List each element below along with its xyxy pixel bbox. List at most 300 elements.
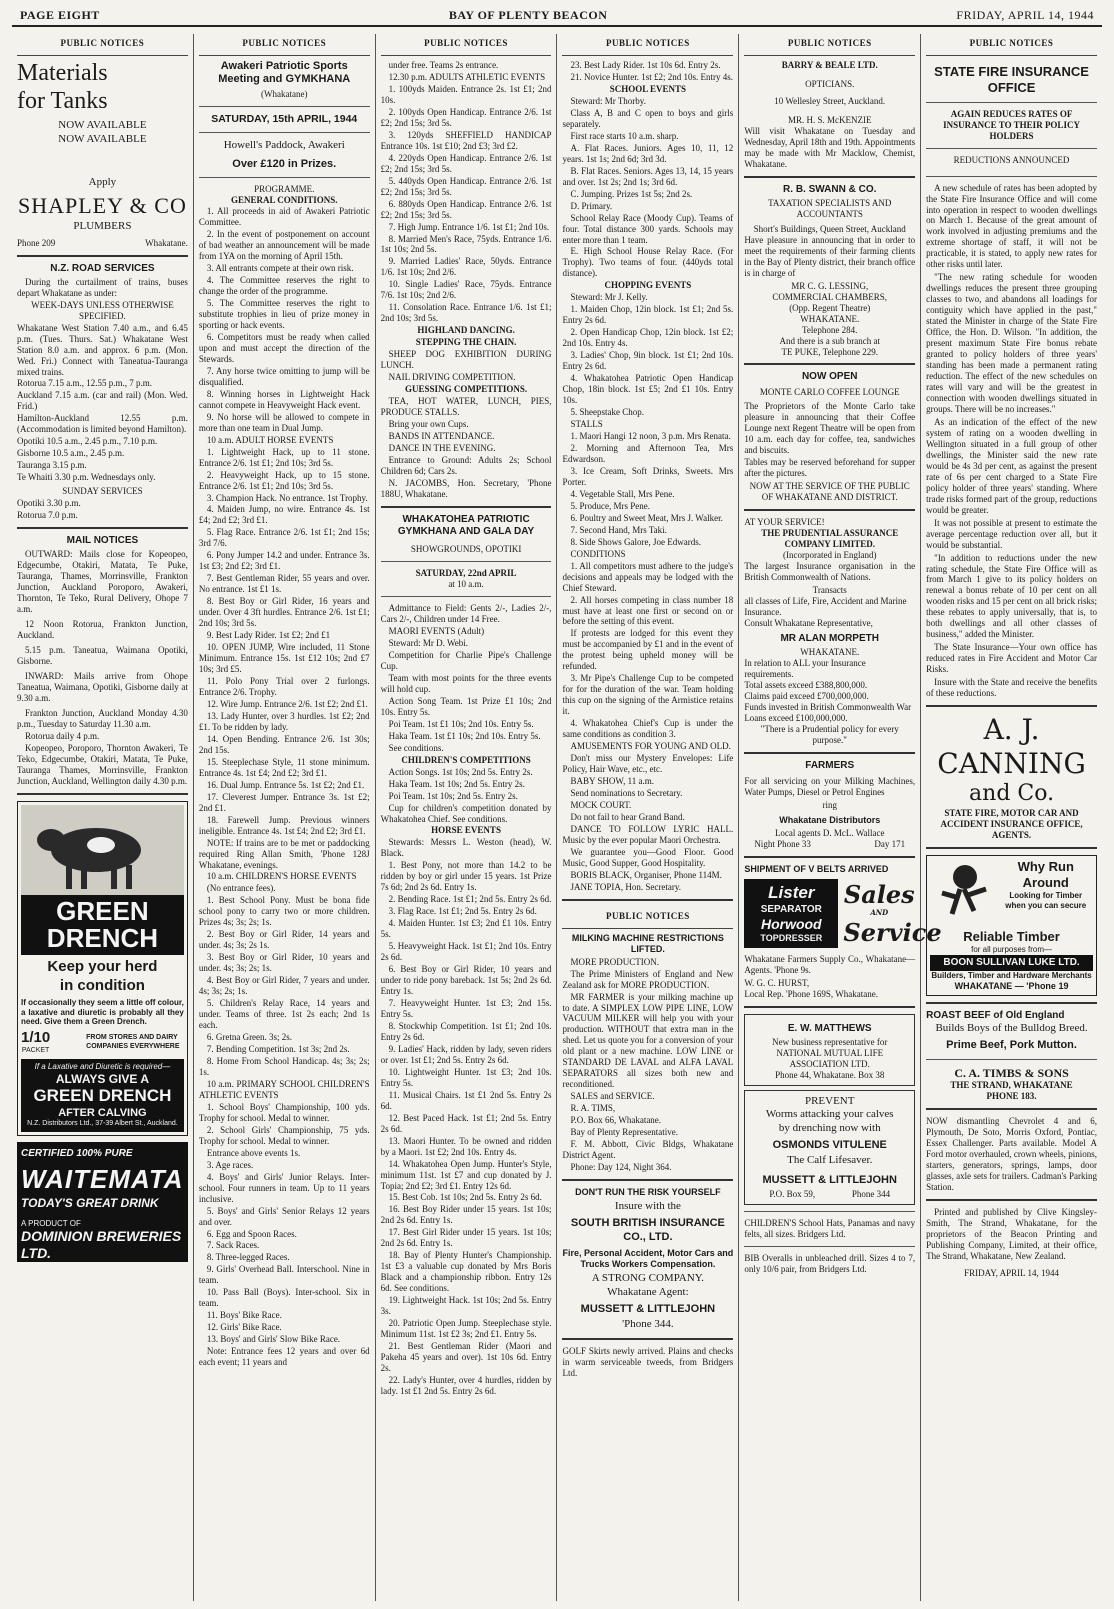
programme-item: 4. Whakatohea Patriotic Open Handicap Chop, 18in block. 1st £5; 2nd £1 10s. Entry 10s. [562, 373, 734, 406]
programme-item: 11. Boys' Bike Race. [206, 1310, 282, 1321]
available-line-2: NOW AVAILABLE [58, 132, 147, 145]
farmers-day: Day 171 [874, 838, 906, 849]
programme-item: 3. 120yds SHEFFIELD HANDICAP Entrance 10s. 1st £10; 2nd £3; 3rd £2. [380, 129, 552, 151]
monte-carlo-text: Tables may be reserved beforehand for supper after the pictures. [744, 457, 916, 479]
swann-line: Short's Buildings, Queen Street, Auckland [753, 223, 906, 234]
lister-sales: Sales [843, 879, 915, 909]
boon-looking: Looking for Timber when you can secure [1005, 890, 1087, 910]
programme-item: SCHOOL EVENTS [609, 83, 687, 94]
programme-item: 4. Vegetable Stall, Mrs Pene. [570, 488, 675, 499]
programme-item: 1. Maiden Chop, 12in block. 1st £1; 2nd 5s. Entry 2s 6d. [562, 304, 734, 326]
programme-item: 15. Steeplechase Style, 11 stone minimum. Entrance 4s. 1st £4; 2nd £2; 3rd £1. [198, 756, 370, 778]
programme-item: 17. Best Girl Rider under 15 years. 1st 10s; 2nd 2s 6d. Entry 1s. [380, 1227, 552, 1249]
programme-item: 8. Best Boy or Girl Rider, 16 years and under. Over 4 3ft hurdles. Entrance 2/6. 1st £1; 2nd 10s; 3rd 5s. [198, 596, 370, 629]
programme-item: 6. 880yds Open Handicap. Entrance 2/6. 1st £2; 2nd 15s; 3rd 5s. [380, 198, 552, 220]
column-header: PUBLIC NOTICES [744, 34, 915, 56]
now-open: NOW OPEN [801, 371, 858, 383]
awakeri-sub: (Whakatane) [261, 88, 308, 99]
programme-item: 2. Best Boy or Girl Rider, 14 years and under. 4s; 3s; 2s 1s. [198, 929, 370, 951]
programme-item: 1. All competitors must adhere to the judge's decisions and appeals may be lodged with the Chief Steward. [562, 560, 734, 593]
pru-line: AT YOUR SERVICE! [744, 517, 825, 528]
vbelts: SHIPMENT OF V BELTS ARRIVED [744, 863, 889, 874]
programme-item: Bring your own Cups. [388, 419, 469, 429]
column-header: PUBLIC NOTICES [199, 34, 370, 56]
timbs-address: THE STRAND, WHAKATANE [950, 1080, 1073, 1091]
programme-item: 8. Side Shows Galore, Joe Edwards. [570, 536, 701, 547]
risk-line: Insure with the [614, 1200, 681, 1212]
road-line: During the curtailment of trains, buses depart Whakatane as under: [17, 276, 188, 298]
pru-line: (Incorporated in England) [782, 550, 877, 561]
swann-ad [744, 184, 915, 358]
drench-condition: in condition [59, 976, 145, 994]
swann-line: WHAKATANE. [800, 313, 860, 324]
programme-item: Competition for Charlie Pipe's Challenge Cup. [380, 649, 552, 671]
lister-service: Service [843, 917, 942, 947]
programme-item: 3. Champion Hack. No entrance. 1st Trophy. [206, 492, 368, 503]
programme-item: First race starts 10 a.m. sharp. [570, 130, 679, 141]
programme-item: If protests are lodged for this event they must be accompanied by £1 and in the event of the protest being upheld money will be refunded. [562, 628, 734, 672]
programme-item: SHEEP DOG EXHIBITION DURING LUNCH. [380, 349, 552, 371]
drench-keep: Keep your herd [47, 958, 158, 976]
programme-item: 21. Novice Hunter. 1st £2; 2nd 10s. Entry 4s. [570, 71, 733, 82]
programme-item: 10 a.m. CHILDREN'S HORSE EVENTS [206, 871, 357, 882]
programme-item: CHILDREN'S COMPETITIONS [401, 754, 531, 765]
programme-item: 11. Consolation Race. Entrance 1/6. 1st £1; 2nd 10s; 3rd 5s. [380, 302, 552, 324]
programme-item: C. Jumping. Prizes 1st 5s; 2nd 2s. [570, 188, 693, 199]
barry-text: Will visit Whakatane on Tuesday and Wednesday, April 18th and 19th. Appointments may be made with Mr Macklow, Chemist, Whakatane. [744, 125, 916, 169]
programme-item: 4. Best Boy or Girl Rider, 7 years and under. 4s; 3s; 2s; 1s. [198, 975, 370, 997]
pru-line: Claims paid exceed £700,000,000. [744, 691, 869, 702]
milking-line: The Prime Ministers of England and New Zealand ask for MORE PRODUCTION. [562, 968, 734, 990]
awakeri-venue: Howell's Paddock, Awakeri [223, 138, 345, 151]
pru-line: The largest Insurance organisation in the British Commonwealth of Nations. [744, 561, 916, 583]
drench-laxative: If a Laxative and Diuretic is required— [34, 1061, 171, 1071]
road-line: Auckland 7.15 a.m. (car and rail) (Mon. Wed. Frid.) [17, 390, 188, 412]
monte-carlo: MONTE CARLO COFFEE LOUNGE [759, 386, 900, 397]
materials-ad [17, 60, 188, 249]
programme-item: STEPPING THE CHAIN. [415, 337, 517, 348]
waitemata-ad [17, 1142, 188, 1262]
state-fire-paragraph: Insure with the State and receive the benefits of these reductions. [926, 677, 1097, 699]
road-line: Whakatane West Station 7.40 a.m., and 6.45 p.m. (Tues. Thurs. Sat.) Whakatane West Station 8.0 a.m. and approx. 6 p.m. (Mon. Wed. Fri.) Connect with Taneatua-Tauranga mixed trains. [17, 322, 188, 377]
programme-item: AMUSEMENTS FOR YOUNG AND OLD. [570, 741, 731, 752]
state-fire-body [926, 183, 1097, 700]
childrens-hats: CHILDREN'S School Hats, Panamas and navy felts, all sizes. Bridgers Ltd. [744, 1218, 916, 1240]
pru-line: all classes of Life, Fire, Accident and Marine Insurance. [744, 596, 907, 618]
programme-item: Send nominations to Secretary. [570, 788, 683, 798]
programme-item: 2. School Girls' Championship, 75 yds. Trophy for school. Medal to winner. [198, 1124, 370, 1146]
programme-item: 10 a.m. PRIMARY SCHOOL CHILDREN'S ATHLETIC EVENTS [198, 1078, 370, 1100]
programme-item: 7. High Jump. Entrance 1/6. 1st £1; 2nd 10s. [388, 221, 550, 232]
programme-item: HORSE EVENTS [431, 825, 501, 836]
risk-line: DON'T RUN THE RISK YOURSELF [575, 1187, 721, 1198]
masthead [12, 8, 1102, 27]
programme-item: 7. Sack Races. [206, 1240, 260, 1251]
canning-ad [926, 713, 1097, 841]
programme-item: Steward: Mr D. Webi. [388, 637, 469, 648]
programme-item: 3. Best Boy or Girl Rider, 10 years and under. 4s; 3s; 2s; 1s. [198, 952, 370, 974]
milking-list [562, 957, 733, 1173]
swann-line: Have pleasure in announcing that in order to meet the requirements of their farming clients in the Bay of Plenty district, their branch office is in charge of [744, 234, 916, 278]
column-header: PUBLIC NOTICES [381, 34, 552, 56]
programme-item: 5. Flag Race. Entrance 2/6. 1st £1; 2nd 15s; 3rd 7/6. [198, 527, 370, 549]
programme-item: 9. No horse will be allowed to compete in more than one team in Dual Jump. [198, 411, 370, 433]
matthews-name: E. W. MATTHEWS [787, 1022, 872, 1034]
programme-item: DANCE IN THE EVENING. [388, 442, 496, 453]
programme-item: 18. Farewell Jump. Previous winners ineligible. Entrance 4s. 1st £4; 2nd £2; 3rd £1. [198, 814, 370, 836]
milking-line: MORE PRODUCTION. [570, 956, 659, 967]
barry-name: BARRY & BEALE LTD. [781, 59, 878, 70]
state-fire-paragraph: It was not possible at present to estimate the average percentage reduction over all, but it would be substantial. [926, 517, 1097, 550]
column-header-2: PUBLIC NOTICES [562, 907, 733, 929]
milking-line: R. A. TIMS, [570, 1103, 616, 1114]
footer-date: FRIDAY, APRIL 14, 1944 [964, 1267, 1060, 1278]
programme-item: 8. Home From School Handicap. 4s; 3s; 2s; 1s. [198, 1055, 370, 1077]
waitemata-certified: CERTIFIED 100% PURE [21, 1147, 133, 1159]
waitemata-tagline: TODAY'S GREAT DRINK [21, 1195, 159, 1210]
swann-line: And there is a sub branch at [779, 335, 880, 346]
page-number: PAGE EIGHT [20, 8, 100, 22]
road-line: Gisborne 10.5 a.m., 2.45 p.m. [17, 448, 125, 459]
programme-item: 18. Bay of Plenty Hunter's Championship. 1st £3 a valuable cup donated by Mrs Boris Black and a championship ribbon. Entry 12s 6d. See conditions. [380, 1250, 552, 1294]
matthews-ad [744, 1014, 915, 1086]
lister-rep: Local Rep. 'Phone 169S, Whakatane. [744, 988, 878, 999]
reductions-announced: REDUCTIONS ANNOUNCED [953, 154, 1070, 165]
programme-item: 10. Lightweight Hunter. 1st £3; 2nd 10s. Entry 5s. [380, 1066, 552, 1088]
road-services-title: N.Z. ROAD SERVICES [50, 262, 155, 274]
road-services [17, 277, 188, 521]
programme-item: 6. Competitors must be ready when called upon and must accept the direction of the Stewards. [198, 331, 370, 364]
programme-item: 10. Single Ladies' Race, 75yds. Entrance 7/6. 1st 10s; 2nd 2/6. [380, 279, 552, 301]
programme-item: 16. Best Boy Rider under 15 years. 1st 10s; 2nd 2s 6d. Entry 1s. [380, 1204, 552, 1226]
mail-line: Rotorua daily 4 p.m. [25, 730, 100, 741]
cow-icon [21, 805, 171, 895]
programme-item: 2. All horses competing in class number 18 must have at least one first or second on or before the setting of this event. [562, 594, 734, 627]
programme-item: 20. Patriotic Open Jump. Steeplechase style. Minimum 11st. 1st £2 3s; 2nd £1. Entry 5s. [380, 1318, 552, 1340]
programme-item: See conditions. [388, 742, 444, 753]
programme-item: Note: Entrance fees 12 years and over 6d each event; 11 years and [198, 1346, 370, 1368]
programme-item: BANDS IN ATTENDANCE. [388, 430, 495, 441]
whakatohea-continued-list [562, 60, 733, 893]
milking-line: Phone: Day 124, Night 364. [570, 1162, 672, 1173]
golf-skirts: GOLF Skirts newly arrived. Plains and checks in warm serviceable tweeds, from Bridgers Ltd. [562, 1345, 734, 1378]
swann-line: Telephone 284. [802, 324, 858, 335]
pru-line: WHAKATANE. [800, 647, 860, 658]
drench-always: ALWAYS GIVE A [55, 1071, 149, 1086]
lister-hurst: W. G. C. HURST, [744, 977, 810, 988]
drench-title-2: DRENCH [46, 922, 159, 953]
state-fire-paragraph: "The new rating schedule for wooden dwellings reduces the present three grouping classes to two, and abandons all loadings for contiguity which have applied in the past," stated the Minister in charge of the State Fire Office, the Hon. D. Wilson. "In addition, the present maximum State Fire bonus rebate granted to policy holders of three years' standing has been made a permanent rating reduction. The effect of the new schedules on rates will vary and will be the greatest in connection with wooden dwellings situated in groups. There will be no increases." [926, 272, 1097, 414]
pru-line: Transacts [812, 585, 847, 596]
road-line: WEEK-DAYS UNLESS OTHERWISE SPECIFIED. [31, 299, 174, 321]
programme-item: Steward: Mr J. Kelly. [570, 292, 648, 303]
programme-item: A. Flat Races. Juniors. Ages 10, 11, 12 years. 1st 1s; 2nd 6d; 3rd 3d. [562, 142, 734, 164]
lister-agents: Whakatane Farmers Supply Co., Whakatane—Agents. 'Phone 9s. [744, 953, 916, 975]
monte-carlo-text: The Proprietors of the Monte Carlo take pleasure in announcing that their Coffee Lounge next Regent Theatre will be open from 10 a.m. each day for coffee, tea, sandwiches and biscuits. [744, 400, 916, 455]
programme-item: Admittance to Field: Gents 2/-, Ladies 2/-, Cars 2/-, Children under 14 Free. [380, 603, 552, 625]
column-header: PUBLIC NOTICES [562, 34, 733, 56]
programme-item: 8. Winning horses in Lightweight Hack cannot compete in Heavyweight Hack event. [198, 388, 370, 410]
programme-item: 3. Ice Cream, Soft Drinks, Sweets. Mrs Porter. [562, 465, 734, 487]
column-5 [739, 34, 942, 1601]
swann-line: TAXATION SPECIALISTS AND ACCOUNTANTS [768, 197, 892, 219]
road-line: SUNDAY SERVICES [62, 486, 143, 497]
drench-price: 1/10 [21, 1029, 51, 1047]
vitulene-ad [744, 1090, 915, 1205]
whakatohea-time: at 10 a.m. [448, 579, 484, 590]
mail-line: OUTWARD: Mails close for Kopeopeo, Edgecumbe, Otakiri, Matata, Te Puke, Tauranga, Thames, Morrinsville, Frankton Junction, Auckland Poroporo, Awakeri, Thornton, Te Teko, Rural Delivery, Ohope 7 a.m. [17, 549, 188, 615]
mail-line: Kopeopeo, Poroporo, Thornton Awakeri, Te Teko, Edgecumbe, Otakiri, Matata, Te Puke, Tauranga Thames, Morrinsville, Frankton Junction, Auckland, Wellington daily 4.30 p.m. [17, 742, 188, 786]
lister-ad [744, 879, 942, 1000]
programme-item: D. Primary. [570, 200, 613, 211]
boon-builders: Builders, Timber and Hardware Merchants [931, 970, 1092, 980]
programme-item: 1. School Boys' Championship, 100 yds. Trophy for school. Medal to winner. [198, 1101, 370, 1123]
programme-item: 12.30 p.m. ADULTS ATHLETIC EVENTS [388, 71, 546, 82]
programme-item: 12. Wire Jump. Entrance 2/6. 1st £2; 2nd £1. [206, 698, 368, 709]
programme-item: 12. Best Paced Hack. 1st £1; 2nd 5s. Entry 2s 6d. [380, 1112, 552, 1134]
programme-item: 3. Age races. [206, 1159, 254, 1170]
materials-line-2: for Tanks [17, 87, 108, 114]
swann-name: R. B. SWANN & CO. [783, 183, 877, 195]
swann-line: (Opp. Regent Theatre) [789, 302, 871, 313]
milking-line: P.O. Box 66, Whakatane. [570, 1115, 662, 1126]
farmers-ad [744, 760, 915, 850]
road-line: Rotorua 7.15 a.m., 12.55 p.m., 7 p.m. [17, 378, 152, 389]
masthead-date: FRIDAY, APRIL 14, 1944 [956, 8, 1094, 22]
drench-title-1: GREEN [56, 895, 149, 926]
programme-item: CHOPPING EVENTS [604, 280, 692, 291]
programme-item: 2. Open Handicap Chop, 12in block. 1st £2; 2nd 10s. Entry 4s. [562, 327, 734, 349]
programme-item: 9. Married Ladies' Race, 50yds. Entrance 1/6. 1st 10s; 2nd 2/6. [380, 256, 552, 278]
roast-line: Prime Beef, Pork Mutton. [946, 1039, 1077, 1052]
canning-agents: STATE FIRE, MOTOR CAR AND ACCIDENT INSURANCE OFFICE, AGENTS. [940, 808, 1083, 841]
programme-item: Don't miss our Mystery Envelopes: Life Policy, Hair Wave, etc., etc. [562, 753, 734, 775]
milking-line: Bay of Plenty Representative. [570, 1127, 678, 1138]
programme-item: 14. Open Bending. Entrance 2/6. 1st 30s; 2nd 15s. [198, 733, 370, 755]
programme-item: NAIL DRIVING COMPETITION. [388, 372, 516, 383]
awakeri-date: SATURDAY, 15th APRIL, 1944 [211, 112, 358, 125]
farmers-title: FARMERS [805, 759, 855, 771]
apply-text: Apply [88, 175, 117, 188]
canning-co: and Co. [969, 781, 1055, 807]
programme-item: Haka Team. 1st £1 10s; 2nd 10s. Entry 5s. [388, 730, 541, 741]
programme-item: Class A, B and C open to boys and girls separately. [562, 107, 734, 129]
awakeri-programme: PROGRAMME. [254, 184, 315, 195]
mail-line: 5.15 p.m. Taneatua, Waimana Opotiki, Gisborne. [17, 645, 188, 667]
boon-phone: WHAKATANE — 'Phone 19 [954, 980, 1069, 991]
shapley-phone: Phone 209 [17, 237, 56, 248]
cow-illustration [21, 805, 184, 895]
programme-item: 10. Pass Ball (Boys). Inter-school. Six in team. [198, 1287, 370, 1309]
state-fire-paragraph: "In addition to reductions under the new rating schedule, the State Fire Office will as from March 1 give to its policy holders on renewal a bonus rebate of 10 per cent on all wooden risks and 15 per cent on all brick risks; these rebates to apply universally, that is, to both dwellings and all other classes of business," added the Minister. [926, 552, 1097, 640]
milking-line: MR FARMER is your milking machine up to date. A SIMPLEX LOW PIPE LINE, LOW VACUUM MILKER will help you with your production. WITHOUT that extra man in the shed. Let us quote you for a conversion of your old plant or a new machine. LOW LINE or STANDARD DE LAVAL and ALFA LAVAL SEPARATORS all sizes both new and reconditioned. [562, 991, 734, 1090]
programme-item: 4. Maiden Hunter. 1st £3; 2nd £1 10s. Entry 5s. [380, 918, 552, 940]
whakatohea-title: WHAKATOHEA PATRIOTIC GYMKHANA AND GALA DAY [397, 513, 535, 537]
shapley-town: Whakatane. [145, 237, 188, 248]
programme-item: 7. Heavyweight Hunter. 1st £3; 2nd 15s. Entry 5s. [380, 998, 552, 1019]
shapley-phone-row [17, 238, 188, 249]
programme-item: 9. Best Lady Rider. 1st £2; 2nd £1 [206, 630, 331, 641]
state-fire-paragraph: A new schedule of rates has been adopted by the State Fire Insurance Office and will come into operation in respect to wooden dwellings on March 1. Because of the great amount of work involved in adjusting premiums and the extreme shortage of staff, it will not be practicable, it is stated, to apply new rates for other risks until later. [926, 182, 1097, 270]
lister-separator: SEPARATOR [760, 903, 822, 915]
pru-line: Consult Whakatane Representative, [744, 618, 873, 629]
drench-after-calving: AFTER CALVING [58, 1107, 147, 1120]
programme-item: 19. Lightweight Hack. 1st 10s; 2nd 5s. Entry 3s. [380, 1295, 552, 1317]
programme-item: 5. Sheepstake Chop. [570, 407, 644, 418]
risk-phone: 'Phone 344. [622, 1318, 674, 1331]
programme-item: Poi Team. 1st £1 10s; 2nd 10s. Entry 5s. [388, 718, 534, 729]
drench-packet: PACKET [21, 1047, 50, 1055]
mail-notices-title: MAIL NOTICES [66, 535, 139, 547]
prevent-line: by drenching now with [778, 1121, 881, 1134]
waitemata-product-of: A PRODUCT OF [21, 1218, 81, 1228]
road-line: Te Whaiti 3.30 p.m. Wednesdays only. [17, 472, 156, 483]
matthews-line: Phone 44, Whakatane. Box 38 [775, 1069, 885, 1080]
canning-name: A. J. CANNING [937, 713, 1086, 781]
drench-green-drench: GREEN DRENCH [33, 1086, 172, 1106]
dismantling-notice: NOW dismantling Chevrolet 4 and 6, Plymouth, De Soto, Morris Oxford, Pontiac, Essex Challenger. Parts available. Model A Ford motor overhauled, crown wheels, pinions, starters, generators, springs, lamps, door glasses, axle sets for trailers. Cadman's Parking Station. [926, 1116, 1097, 1193]
green-drench-ad [17, 801, 188, 1136]
south-british-ad [562, 1187, 733, 1332]
programme-item: 16. Dual Jump. Entrance 5s. 1st £2; 2nd £1. [206, 779, 365, 790]
timbs-name: C. A. TIMBS & SONS [954, 1065, 1069, 1080]
programme-item: (No entrance fees). [206, 883, 276, 894]
mail-notices [17, 549, 188, 786]
boon-purposes: for all purposes from— [971, 945, 1053, 955]
programme-item: 2. Morning and Afternoon Tea, Mrs Edwardson. [562, 442, 734, 464]
available-line-1: NOW AVAILABLE [58, 119, 147, 132]
milking-line: F. M. Abbott, Civic Bldgs, Whakatane District Agent. [562, 1139, 734, 1161]
programme-item: 6. Egg and Spoon Races. [206, 1228, 297, 1239]
prevent-line: The Calf Lifesaver. [787, 1154, 873, 1167]
prevent-phone: Phone 344 [851, 1189, 891, 1200]
programme-item: 23. Best Lady Rider. 1st 10s 6d. Entry 2s. [570, 59, 721, 70]
programme-item: N. JACOMBS, Hon. Secretary, 'Phone 188U, Whakatane. [380, 477, 552, 499]
programme-item: GUESSING COMPETITIONS. [405, 384, 528, 395]
programme-item: 17. Cleverest Jumper. Entrance 3s. 1st £2; 2nd £1. [198, 791, 370, 813]
programme-item: 21. Best Gentleman Rider (Maori and Pakeha 45 years and over). 1st 10s 6d. Entry 2s. [380, 1341, 552, 1373]
column-header: PUBLIC NOTICES [926, 34, 1097, 56]
programme-item: Entrance above events 1s. [206, 1147, 301, 1158]
programme-item: 2. In the event of postponement on account of bad weather an announcement will be made from 1YA on the morning of April 15th. [198, 229, 370, 262]
farmers-line: ring [822, 800, 837, 811]
programme-item: Poi Team. 1st 10s; 2nd 5s. Entry 2s. [388, 790, 518, 801]
boon-why: Why Run Around [1017, 859, 1074, 891]
programme-item: Team with most points for the three events will hold cup. [380, 672, 552, 694]
columns [12, 34, 1102, 1601]
programme-item: 5. The Committee reserves the right to substitute trophies in lieu of prize money in sporting or hack events. [198, 298, 370, 330]
barry-mr: MR. H. S. McKENZIE [787, 114, 872, 125]
column-6 [921, 34, 1102, 1601]
barry-beale-ad [744, 60, 915, 170]
pru-agent: MR ALAN MORPETH [780, 633, 879, 645]
whakatohea-events-list [381, 603, 552, 1397]
pru-line: "There is a Prudential policy for every purpose." [760, 724, 899, 745]
awakeri-athletic-list [381, 60, 552, 500]
programme-item: 1. Best School Pony. Must be bona fide school pony to carry two or more children. Prizes 4s; 3s; 2s; 1s. [198, 895, 370, 928]
programme-item: 7. Bending Competition. 1st 3s; 2nd 2s. [206, 1044, 350, 1055]
programme-item: 2. Bending Race. 1st £1; 2nd 5s. Entry 2s 6d. [388, 894, 552, 905]
programme-item: MAORI EVENTS (Adult) [388, 626, 485, 636]
programme-item: 11. Musical Chairs. 1st £1 2nd 5s. Entry 2s 6d. [380, 1089, 552, 1111]
programme-item: 3. Ladies' Chop, 9in block. 1st £1; 2nd 10s. Entry 2s 6d. [562, 350, 734, 372]
programme-item: 13. Boys' and Girls' Slow Bike Race. [206, 1334, 341, 1345]
swann-line: TE PUKE, Telephone 229. [781, 346, 878, 357]
programme-item: Steward: Mr Thorby. [570, 95, 646, 106]
programme-item: 7. Best Gentleman Rider, 55 years and over. No entrance. 1st £1 1s. [198, 573, 370, 595]
programme-item: B. Flat Races. Seniors. Ages 13, 14, 15 years and over. 1st 2s; 2nd 1s; 3rd 6d. [562, 165, 734, 187]
programme-item: 4. Whakatohea Chief's Cup is under the same conditions as condition 3. [562, 718, 734, 740]
programme-item: Cup for children's competition donated by Whakatohea Chief. See conditions. [380, 802, 552, 824]
programme-item: 4. Maiden Jump, no wire. Entrance 4s. 1st £4; 2nd £2; 3rd £1. [198, 504, 370, 526]
swann-line: COMMERCIAL CHAMBERS, [772, 291, 888, 302]
column-1 [12, 34, 194, 1601]
mail-line: INWARD: Mails arrive from Ohope Taneatua, Waimana, Opotiki, Gisborne daily at 9.30 a.m. [17, 670, 188, 703]
boon-company: BOON SULLIVAN LUKE LTD. [930, 955, 1093, 971]
waitemata-dominion: DOMINION BREWERIES LTD. [21, 1228, 182, 1262]
barry-address: 10 Wellesley Street, Auckland. [774, 95, 886, 106]
programme-item: DANCE TO FOLLOW LYRIC HALL. Music by the ever popular Maori Orchestra. [562, 823, 734, 845]
programme-item: 5. 440yds Open Handicap. Entrance 2/6. 1st £2; 2nd 15s; 3rd 5s. [380, 175, 552, 197]
waitemata-brand: WAITEMATA [21, 1164, 184, 1195]
plumbers: PLUMBERS [73, 220, 132, 233]
programme-item: Haka Team. 1st 10s; 2nd 5s. Entry 2s. [388, 778, 525, 789]
materials-line-1: Materials [17, 59, 108, 86]
programme-item: Action Songs. 1st 10s; 2nd 5s. Entry 2s. [388, 766, 533, 777]
programme-item: 9. Girls' Overhead Ball. Interschool. Nine in team. [198, 1264, 370, 1286]
timbs-ad [926, 1010, 1097, 1103]
programme-item: 10 a.m. ADULT HORSE EVENTS [206, 434, 334, 445]
programme-item: 10. OPEN JUMP, Wire included, 11 Stone Minimum. Entrance 15s. 1st £12 10s; 2nd £7 10s; 3rd £5. [198, 642, 370, 675]
programme-item: 12. Girls' Bike Race. [206, 1322, 282, 1333]
programme-item: 5. Boys' and Girls' Senior Relays 12 years and over. [198, 1205, 370, 1227]
roast-beef: ROAST BEEF of Old England [926, 1009, 1065, 1021]
prevent-box: P.O. Box 59, [769, 1189, 816, 1200]
lister-and: AND [870, 908, 889, 918]
road-line: Hamilton-Auckland 12.55 p.m. (Accommodation is limited beyond Hamilton). [17, 413, 188, 435]
risk-line: A STRONG COMPANY. [591, 1272, 704, 1285]
programme-item: STALLS [570, 419, 603, 429]
programme-item: 13. Maori Hunter. To be owned and ridden by a Maori. 1st £2; 2nd 10s. Entry 4s. [380, 1135, 552, 1157]
road-line: Opotiki 3.30 p.m. [17, 498, 81, 509]
prevent-line: Worms attacking your calves [765, 1108, 894, 1121]
awakeri-conditions: GENERAL CONDITIONS. [230, 195, 338, 206]
awakeri-programme-list [199, 206, 370, 1368]
farmers-phones [744, 839, 915, 850]
programme-item: 1. Maori Hangi 12 noon, 3 p.m. Mrs Renata. [570, 430, 731, 441]
programme-item: 6. Poultry and Sweet Meat, Mrs J. Walker. [570, 512, 723, 523]
risk-company: SOUTH BRITISH INSURANCE CO., LTD. [570, 1217, 725, 1243]
programme-item: MOCK COURT. [570, 799, 632, 810]
programme-item: Do not fail to hear Grand Band. [570, 811, 685, 822]
farmers-night: Night Phone 33 [754, 838, 811, 849]
programme-item: 7. Second Hand, Mrs Taki. [570, 524, 667, 535]
roast-line: Builds Boys of the Bulldog Breed. [935, 1021, 1088, 1034]
programme-item: Action Song Team. 1st Prize £1 10s; 2nd 10s. Entry 5s. [380, 695, 552, 717]
programme-item: Entrance to Ground: Adults 2s; School Children 6d; Cars 2s. [380, 454, 552, 476]
programme-item: Stewards: Messrs L. Weston (head), W. Black. [380, 837, 552, 859]
risk-line: Fire, Personal Accident, Motor Cars and Trucks Workers Compensation. [562, 1248, 734, 1270]
monte-carlo-ad [744, 371, 915, 503]
column-header: PUBLIC NOTICES [17, 34, 188, 56]
programme-item: 1. All proceeds in aid of Awakeri Patriotic Committee. [198, 206, 370, 228]
milking-line: SALES and SERVICE. [570, 1091, 655, 1102]
pru-company: THE PRUDENTIAL ASSURANCE COMPANY LIMITED. [761, 528, 899, 550]
programme-item: 4. 220yds Open Handicap. Entrance 2/6. 1st £2; 2nd 15s; 3rd 5s. [380, 152, 552, 174]
milking-title: MILKING MACHINE RESTRICTIONS LIFTED. [571, 932, 724, 954]
programme-item: 3. All entrants compete at their own risk. [206, 263, 354, 274]
barry-opticians: OPTICIANS. [805, 78, 855, 89]
